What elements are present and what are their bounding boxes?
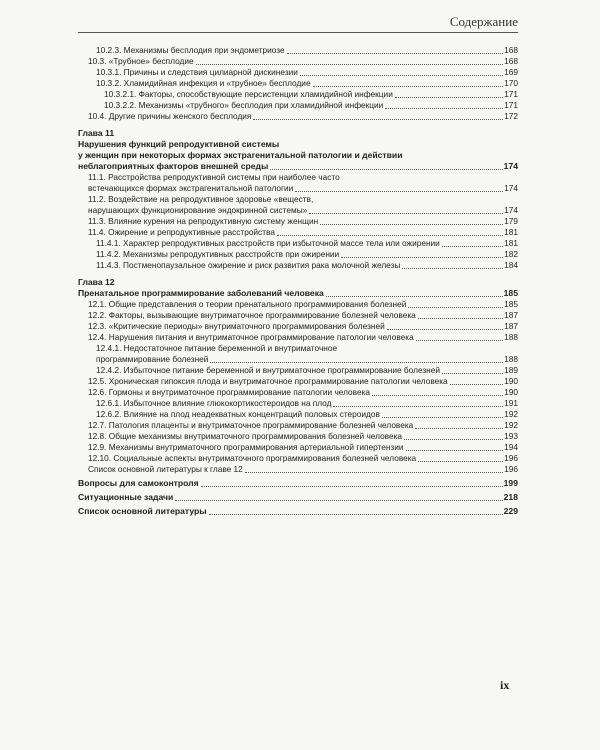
toc-entry[interactable]: 12.7. Патология плаценты и внутриматочное программирование болезней человека 192 bbox=[88, 420, 518, 430]
toc-entry[interactable]: 10.2.3. Механизмы бесплодия при эндометриозе 168 bbox=[96, 45, 518, 55]
toc-entry[interactable]: 11.3. Влияние курения на репродуктивную систему женщин 179 bbox=[88, 216, 518, 226]
header-rule bbox=[78, 32, 518, 33]
chapter-title-line: у женщин при некоторых формах экстрагенитальной патологии и действии bbox=[78, 150, 403, 160]
toc-entry[interactable]: 10.4. Другие причины женского бесплодия 172 bbox=[88, 111, 518, 121]
toc-entry[interactable]: 12.5. Хроническая гипоксия плода и внутриматочное программирование патологии человека 190 bbox=[88, 376, 518, 386]
table-of-contents bbox=[78, 45, 518, 517]
toc-entry[interactable]: нарушающих функционирование эндокринной системы» 174 bbox=[88, 205, 518, 215]
chapter-label: Глава 11 bbox=[78, 128, 115, 138]
toc-entry[interactable]: 11.4.2. Механизмы репродуктивных расстройств при ожирении 182 bbox=[96, 249, 518, 259]
toc-entry[interactable]: 11.4.3. Постменопаузальное ожирение и риск развития рака молочной железы 184 bbox=[96, 260, 518, 270]
toc-entry[interactable]: 11.4. Ожирение и репродуктивные расстройства 181 bbox=[88, 227, 518, 237]
toc-entry[interactable]: 12.6.2. Влияние на плод неадекватных концентраций половых стероидов 192 bbox=[96, 409, 518, 419]
toc-entry[interactable]: 10.3.2.2. Механизмы «трубного» бесплодия при хламидийной инфекции 171 bbox=[104, 100, 518, 110]
toc-entry-line: 11.1. Расстройства репродуктивной системы при наиболее часто bbox=[88, 172, 340, 182]
toc-entry[interactable]: 12.3. «Критические периоды» внутриматочного программирования болезней 187 bbox=[88, 321, 518, 331]
page-number: ix bbox=[500, 678, 510, 692]
toc-entry[interactable]: 10.3.1. Причины и следствия цилиарной дискинезии 169 bbox=[96, 67, 518, 77]
toc-entry[interactable]: 12.4.2. Избыточное питание беременной и внутриматочное программирование болезней 189 bbox=[96, 365, 518, 375]
toc-entry[interactable]: 11.4.1. Характер репродуктивных расстройств при избыточной массе тела или ожирении 181 bbox=[96, 238, 518, 248]
toc-entry-self-check[interactable]: Вопросы для самоконтроля 199 bbox=[78, 478, 518, 488]
toc-entry-line: 11.2. Воздействие на репродуктивное здоровье «веществ, bbox=[88, 194, 314, 204]
toc-entry[interactable]: 10.3.2. Хламидийная инфекция и «трубное» бесплодие 170 bbox=[96, 78, 518, 88]
toc-entry[interactable]: 12.8. Общие механизмы внутриматочного программирования болезней человека 193 bbox=[88, 431, 518, 441]
toc-entry[interactable]: 10.3.2.1. Факторы, способствующие персистенции хламидийной инфекции 171 bbox=[104, 89, 518, 99]
running-header: Содержание bbox=[449, 14, 518, 29]
toc-entry[interactable]: программирование болезней 188 bbox=[96, 354, 518, 364]
toc-entry[interactable]: 12.2. Факторы, вызывающие внутриматочное программирование болезней человека 187 bbox=[88, 310, 518, 320]
toc-entry[interactable]: 12.6. Гормоны и внутриматочное программирование патологии человека 190 bbox=[88, 387, 518, 397]
chapter-label: Глава 12 bbox=[78, 277, 115, 287]
chapter-title-entry[interactable]: неблагоприятных факторов внешней среды 174 bbox=[78, 161, 518, 171]
toc-entry[interactable]: 12.9. Механизмы внутриматочного программирования артериальной гипертензии 194 bbox=[88, 442, 518, 452]
toc-entry[interactable]: 12.1. Общие представления о теории пренатального программирования болезней 185 bbox=[88, 299, 518, 309]
toc-entry[interactable]: 12.10. Социальные аспекты внутриматочного программирования болезней человека 196 bbox=[88, 453, 518, 463]
toc-entry[interactable]: 12.4. Нарушения питания и внутриматочное программирование патологии человека 188 bbox=[88, 332, 518, 342]
chapter-title-entry[interactable]: Пренатальное программирование заболеваний человека 185 bbox=[78, 288, 518, 298]
toc-entry[interactable]: 12.6.1. Избыточное влияние глюкокортикостероидов на плод 191 bbox=[96, 398, 518, 408]
toc-entry[interactable]: Список основной литературы к главе 12 196 bbox=[88, 464, 518, 474]
toc-entry-case-tasks[interactable]: Ситуационные задачи 218 bbox=[78, 492, 518, 502]
toc-entry-line: 12.4.1. Недостаточное питание беременной и внутриматочное bbox=[96, 343, 338, 353]
toc-entry-references[interactable]: Список основной литературы 229 bbox=[78, 506, 518, 516]
chapter-title-line: Нарушения функций репродуктивной системы bbox=[78, 139, 280, 149]
toc-entry[interactable]: встечающихся формах экстрагенитальной патологии 174 bbox=[88, 183, 518, 193]
toc-entry[interactable]: 10.3. «Трубное» бесплодие 168 bbox=[88, 56, 518, 66]
